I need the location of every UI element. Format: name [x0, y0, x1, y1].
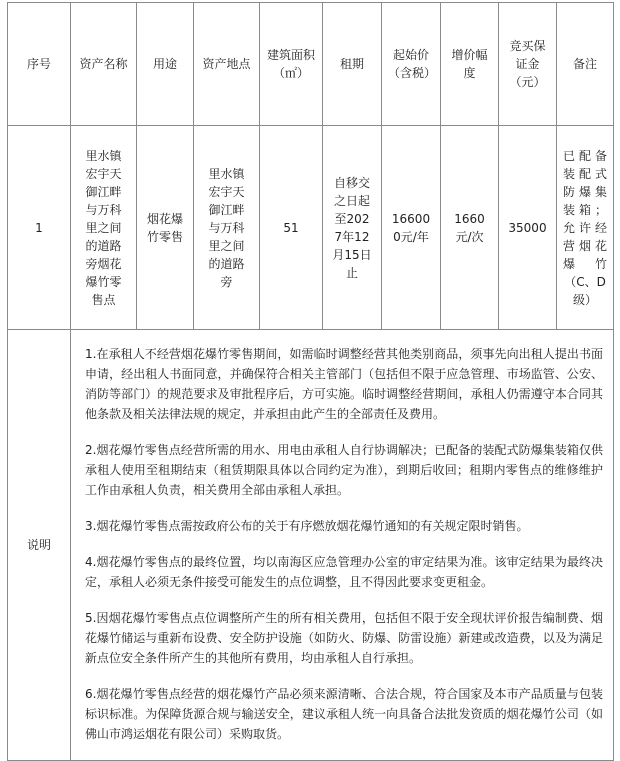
- cell-term: 自移交之日起至2027年12月15日止: [323, 126, 382, 330]
- notes-row: [8, 330, 614, 761]
- table-row: [8, 126, 614, 330]
- header-area: 建筑面积（㎡）: [260, 3, 323, 126]
- asset-lease-table: [7, 2, 614, 761]
- cell-area: 51: [260, 126, 323, 330]
- remark-level: （C、D级）: [564, 274, 606, 307]
- cell-start-price: 166000元/年: [382, 126, 441, 330]
- cell-remark: [557, 126, 614, 330]
- note-item-5: 5.因烟花爆竹零售点点位调整所产生的所有相关费用，包括但不限于安全现状评价报告编制费、烟花爆竹储运与重新布设费、安全防护设施（如防火、防爆、防雷设施）新建或改造费，以及为满足新点位安全条件所产生的其他所有费用，均由承租人自行承担。: [85, 611, 603, 665]
- header-term: 租期: [323, 3, 382, 126]
- header-seq: 序号: [8, 3, 71, 126]
- notes-content: [71, 330, 614, 761]
- cell-location: 里水镇宏宇天御江畔与万科里之间的道路旁: [194, 126, 260, 330]
- note-item-1: 1.在承租人不经营烟花爆竹零售期间，如需临时调整经营其他类别商品，须事先向出租人提出书面申请，经出租人书面同意，并确保符合相关主管部门（包括但不限于应急管理、市场监管、公安、消防等部门）的规范要求及审批程序后，方可实施。临时调整经营期间，承租人仍需遵守本合同其他条款及相关法律法规的规定，并承担由此产生的全部责任及费用。: [85, 347, 603, 421]
- cell-deposit: 35000: [499, 126, 557, 330]
- header-remark: 备注: [557, 3, 614, 126]
- header-row: [8, 3, 614, 126]
- cell-usage: 烟花爆竹零售: [137, 126, 194, 330]
- header-increment: 增价幅度: [441, 3, 499, 126]
- header-deposit: 竞买保证金（元）: [499, 3, 557, 126]
- header-usage: 用途: [137, 3, 194, 126]
- header-start-price: 起始价（含税）: [382, 3, 441, 126]
- cell-asset-name: 里水镇宏宇天御江畔与万科里之间的道路旁烟花爆竹零售点: [71, 126, 137, 330]
- note-item-2: 2.烟花爆竹零售点经营所需的用水、用电由承租人自行协调解决；已配备的装配式防爆集装箱仅供承租人使用至租期结束（租赁期限具体以合同约定为准），到期后收回；租期内零售点的维修维护工作由承租人负责，相关费用全部由承租人承担。: [85, 443, 603, 497]
- cell-seq: 1: [8, 126, 71, 330]
- note-item-6: 6.烟花爆竹零售点经营的烟花爆竹产品必须来源清晰、合法合规，符合国家及本市产品质量与包装标识标准。为保障货源合规与输送安全，建议承租人统一向具备合法批发资质的烟花爆竹公司（如佛山市鸿运烟花有限公司）采购取货。: [85, 687, 603, 741]
- remark-main: 已配备装配式防爆集装箱；允许经营烟花爆竹: [563, 148, 607, 271]
- note-item-4: 4.烟花爆竹零售点的最终位置，均以南海区应急管理办公室的审定结果为准。该审定结果为最终决定，承租人必须无条件接受可能发生的点位调整，且不得因此要求变更租金。: [85, 555, 603, 589]
- notes-label: 说明: [8, 330, 71, 761]
- header-location: 资产地点: [194, 3, 260, 126]
- note-item-3: 3.烟花爆竹零售点需按政府公布的关于有序燃放烟花爆竹通知的有关规定限时销售。: [85, 519, 529, 533]
- header-asset-name: 资产名称: [71, 3, 137, 126]
- cell-increment: 1660元/次: [441, 126, 499, 330]
